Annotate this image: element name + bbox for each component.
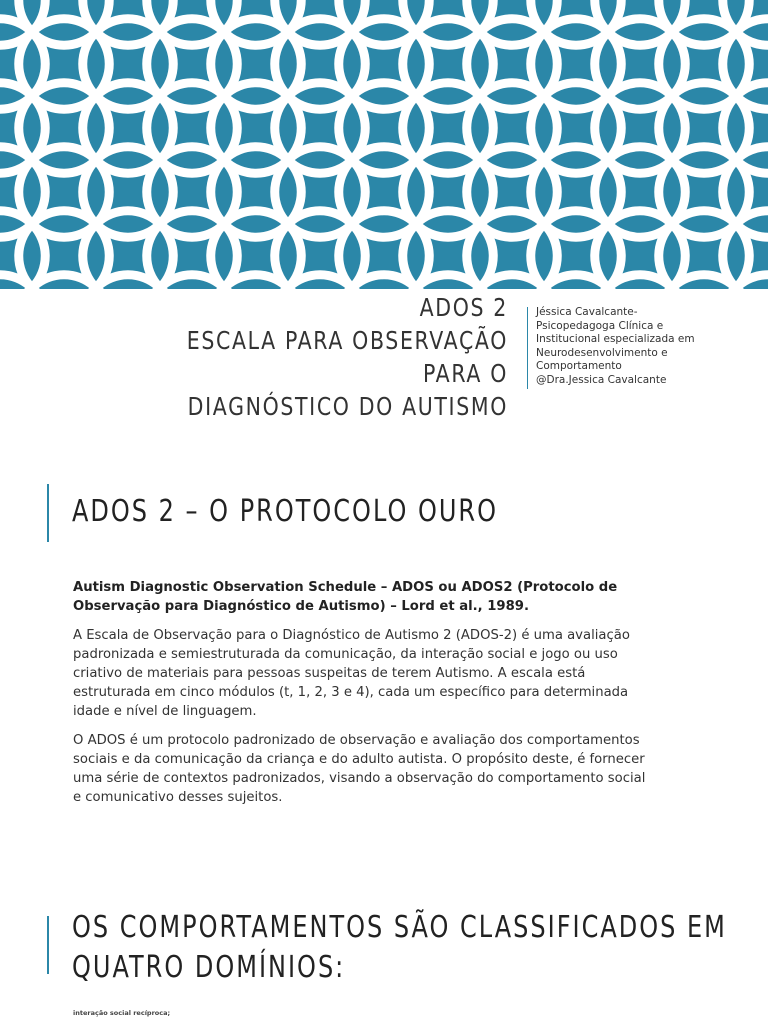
author-line: Institucional especializada em [536,333,695,345]
slide-title: ADOS 2 – O PROTOCOLO OURO [72,494,498,529]
author-line: Neurodesenvolvimento e [536,346,668,359]
author-line: Jéssica Cavalcante- [536,306,638,318]
author-line: @Dra.Jessica Cavalcante [536,373,667,386]
domain-list-item: interação social recíproca; [73,1009,171,1017]
slide-accent-bar [47,916,49,974]
cover-title-line: ESCALA PARA OBSERVAÇÃO PARA O [186,326,508,388]
cover-pattern-banner [0,0,768,289]
lead-reference: Autism Diagnostic Observation Schedule – ADOS ou ADOS2 (Protocolo de Observação para Diagnóstico de Autismo) – Lord et al., 1989. [73,580,618,614]
cover-title-line: ADOS 2 [419,293,508,322]
slide-protocolo-ouro [0,470,768,850]
slide-body [73,578,648,817]
slide-title [72,908,727,988]
cover-author [536,306,761,387]
slide-title-line: QUATRO DOMÍNIOS: [72,950,346,985]
author-line: Psicopedagoga Clínica e [536,319,664,332]
cover-section [0,289,768,419]
cover-title-line: DIAGNÓSTICO DO AUTISMO [187,392,508,421]
interlocking-circles-pattern [0,0,768,289]
cover-divider [527,307,528,389]
cover-title [123,291,508,423]
body-paragraph: A Escala de Observação para o Diagnóstico de Autismo 2 (ADOS-2) é uma avaliação padronizada e semiestruturada da comunicação, da interação social e jogo ou uso criativo de materiais para pessoas suspeitas de terem Autismo. A escala está estruturada em cinco módulos (t, 1, 2, 3 e 4), cada um específico para determinada idade e nível de linguagem. [73,628,630,719]
slide-dominios [0,900,768,1024]
author-line: Comportamento [536,360,622,372]
slide-title-line: OS COMPORTAMENTOS SÃO CLASSIFICADOS EM [72,910,727,945]
body-paragraph: O ADOS é um protocolo padronizado de observação e avaliação dos comportamentos sociais e da comunicação da criança e do adulto autista. O propósito deste, é fornecer uma série de contextos padronizados, visando a observação do comportamento social e comunicativo desses sujeitos. [73,733,646,805]
slide-accent-bar [47,484,49,542]
